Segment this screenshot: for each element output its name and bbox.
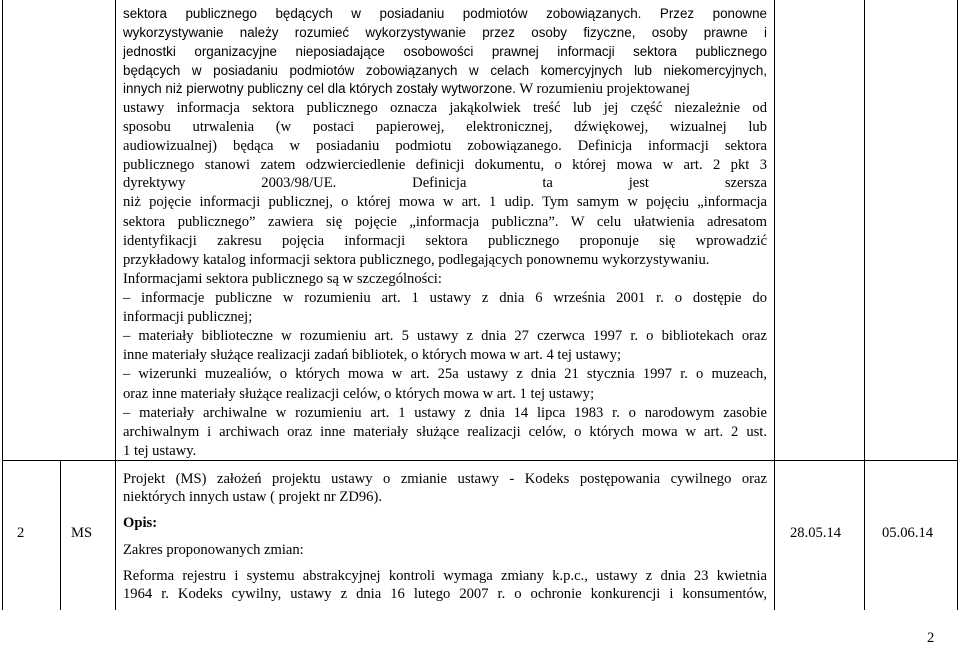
row-1-text-segment: – materiały biblioteczne w rozumieniu art. 5 ustawy z dnia 27 czerwca 1997 r. o bibliotekach oraz <box>123 328 767 344</box>
row-2-number: 2 <box>17 525 25 541</box>
row-1-text-line <box>123 308 767 326</box>
row-1-text-line <box>123 423 767 441</box>
page-number: 2 <box>927 630 935 646</box>
reform-description-line-1: Reforma rejestru i systemu abstrakcyjnej kontroli wymaga zmiany k.p.c., ustawy z dnia 23 kwietnia <box>123 568 767 584</box>
row-1-text-line <box>123 232 767 250</box>
row-1-text-segment: publicznego stanowi zatem odzwierciedlenie definicji dokumentu, o której mowa w art. 2 pkt 3 <box>123 157 767 173</box>
row-1-text-line <box>123 24 767 42</box>
row-1-text-line <box>123 174 767 192</box>
row-1-text-segment: ustawy informacja sektora publicznego oznacza jakąkolwiek treść lub jej część niezależnie od <box>123 100 767 116</box>
row-1-text-segment: identyfikacji zakresu pojęcia informacji sektora publicznego proponuje się wprowadzić <box>123 233 767 249</box>
table-left-border <box>2 0 3 610</box>
row-1-text-line <box>123 251 767 269</box>
row-1-text-segment: dyrektywy 2003/98/UE. Definicja ta jest szersza <box>123 175 767 191</box>
row-2-author: MS <box>71 525 93 541</box>
reform-description-line-2: 1964 r. Kodeks cywilny, ustawy z dnia 16 lutego 2007 r. o ochronie konkurencji i konsumentów, <box>123 586 767 602</box>
row-1-text-line <box>123 385 767 403</box>
row-1-text-segment: sektora publicznego” zawiera się pojęcie „informacja publiczna”. W celu ułatwienia adresatom <box>123 214 767 230</box>
date-deadline: 05.06.14 <box>882 525 934 541</box>
row-1-text-segment: archiwalnym i archiwach oraz inne materiały służące realizacji celów, o których mowa w art. 2 ust. <box>123 424 767 440</box>
row-1-text-line <box>123 99 767 117</box>
row-1-text-line <box>123 270 767 288</box>
row-1-text-segment: – informacje publiczne w rozumieniu art. 1 ustawy z dnia 6 września 2001 r. o dostępie do <box>123 290 767 306</box>
row-1-text-line <box>123 80 767 98</box>
row-divider <box>2 460 958 461</box>
col-divider-1 <box>60 461 61 610</box>
row-1-text-segment: niż pojęcie informacji publicznej, o której mowa w art. 1 udip. Tym samym w pojęciu „informacja <box>123 194 767 210</box>
row-1-text-line <box>123 365 767 383</box>
row-1-text-line <box>123 289 767 307</box>
opis-label: Opis: <box>123 515 158 531</box>
row-1-text-segment: innych niż pierwotny publiczny cel dla których zostały wytworzone. <box>123 81 516 96</box>
row-1-text-line <box>123 62 767 80</box>
row-1-text-segment: – wizerunki muzealiów, o których mowa w art. 25a ustawy z dnia 21 stycznia 1997 r. o muzeach, <box>123 366 767 382</box>
row-1-text-segment: sektora publicznego będących w posiadaniu podmiotów zobowiązanych. Przez ponowne <box>123 6 767 21</box>
row-1-text-segment: wykorzystywanie należy rozumieć wykorzystywanie przez osoby fizyczne, osoby prawne i <box>123 25 767 40</box>
row-1-text-line <box>123 193 767 211</box>
row-1-text-segment: W rozumieniu projektowanej <box>515 81 691 97</box>
row-1-text-segment: audiowizualnej) będąca w posiadaniu podmiotu zobowiązanego. Definicja informacji sektora <box>123 138 767 154</box>
row-1-text-segment: sposobu utrwalenia (w postaci papierowej, elektronicznej, dźwiękowej, wizualnej lub <box>123 119 767 135</box>
col-divider-3 <box>774 0 775 610</box>
table-right-border <box>957 0 958 610</box>
row-1-text-segment: – materiały archiwalne w rozumieniu art. 1 ustawy z dnia 14 lipca 1983 r. o narodowym zasobie <box>123 405 767 421</box>
scope-label: Zakres proponowanych zmian: <box>123 542 304 558</box>
row-1-text-line <box>123 346 767 364</box>
project-description-line-2: niektórych innych ustaw ( projekt nr ZD96). <box>123 489 382 505</box>
row-1-text-line <box>123 213 767 231</box>
date-received: 28.05.14 <box>790 525 842 541</box>
row-1-text-line <box>123 327 767 345</box>
row-1-text-segment: przykładowy katalog informacji sektora publicznego, podlegających ponownemu wykorzystywaniu. <box>123 252 710 268</box>
row-1-text-line <box>123 442 767 460</box>
row-1-text-segment: Informacjami sektora publicznego są w szczególności: <box>123 271 442 287</box>
row-1-text-segment: jednostki organizacyjne nieposiadające osobowości prawnej informacji sektora publicznego <box>123 44 767 59</box>
row-1-text-line <box>123 404 767 422</box>
row-1-text-segment: będących w posiadaniu podmiotów zobowiązanych w celach komercyjnych lub niekomercyjnych, <box>123 63 767 78</box>
row-1-text-line <box>123 118 767 136</box>
row-1-text-line <box>123 5 767 23</box>
row-1-text-line <box>123 137 767 155</box>
row-1-text-segment: 1 tej ustawy. <box>123 443 197 459</box>
row-1-text-segment: oraz inne materiały służące realizacji celów, o których mowa w art. 1 tej ustawy; <box>123 386 595 402</box>
row-1-text-segment: inne materiały służące realizacji zadań bibliotek, o których mowa w art. 4 tej ustawy; <box>123 347 622 363</box>
col-divider-4 <box>864 0 865 610</box>
row-1-text-segment: informacji publicznej; <box>123 309 253 325</box>
row-1-text-line <box>123 43 767 61</box>
project-description-line-1: Projekt (MS) założeń projektu ustawy o zmianie ustawy - Kodeks postępowania cywilnego oraz <box>123 471 767 487</box>
col-divider-2 <box>115 0 116 610</box>
row-1-text-line <box>123 156 767 174</box>
